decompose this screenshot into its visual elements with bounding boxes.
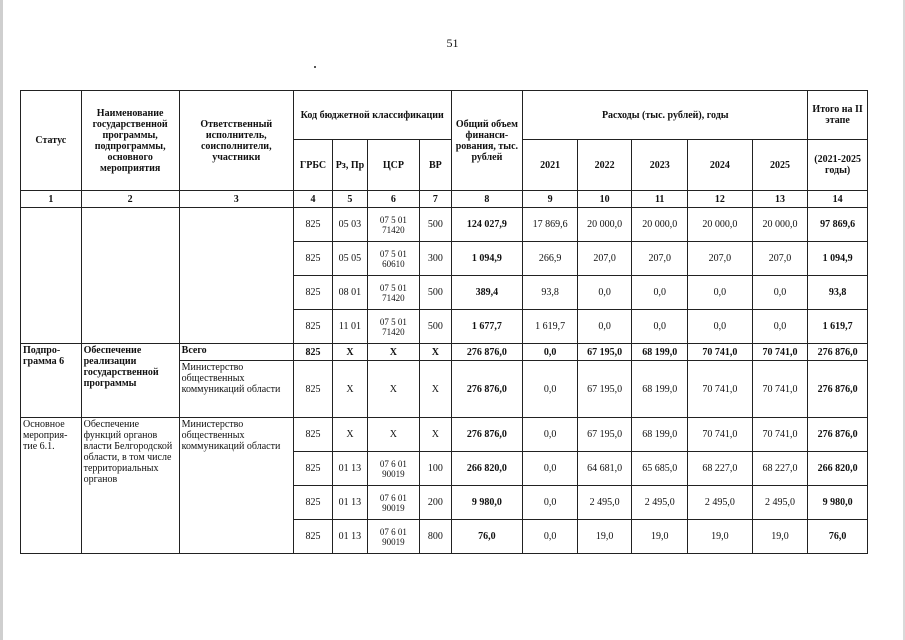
year-cell: 68 199,0 [632,418,688,452]
grbs-cell: 825 [293,486,332,520]
header-responsible: Ответственный исполнитель, соисполнители, участники [179,91,293,191]
col-number: 13 [752,191,808,208]
col-number: 1 [21,191,82,208]
grbs-cell: 825 [293,208,332,242]
total-cell: 266 820,0 [451,452,523,486]
csr-cell: X [367,361,420,418]
itogo-cell: 97 869,6 [808,208,868,242]
vr-cell: 800 [420,520,451,554]
header-row-top [21,91,868,140]
year-cell: 70 741,0 [752,344,808,361]
year-cell: 0,0 [523,361,578,418]
year-cell: 0,0 [523,418,578,452]
csr-cell: 07 5 01 71420 [367,276,420,310]
csr-cell: 07 5 01 60610 [367,242,420,276]
vr-cell: 300 [420,242,451,276]
grbs-cell: 825 [293,242,332,276]
year-cell: 20 000,0 [632,208,688,242]
csr-cell: 07 6 01 90019 [367,520,420,554]
table-row [21,208,868,242]
year-cell: 1 619,7 [523,310,578,344]
header-column-numbers [21,191,868,208]
itogo-cell: 266 820,0 [808,452,868,486]
year-cell: 20 000,0 [752,208,808,242]
year-cell: 266,9 [523,242,578,276]
itogo-cell: 9 980,0 [808,486,868,520]
total-cell: 9 980,0 [451,486,523,520]
year-cell: 0,0 [523,452,578,486]
year-cell: 0,0 [687,310,752,344]
grbs-cell: 825 [293,361,332,418]
rzpr-cell: X [333,418,367,452]
total-cell: 1 677,7 [451,310,523,344]
grbs-cell: 825 [293,276,332,310]
itogo-cell: 276 876,0 [808,418,868,452]
year-cell: 207,0 [752,242,808,276]
year-cell: 0,0 [632,276,688,310]
header-grbs: ГРБС [293,140,332,191]
itogo-cell: 1 619,7 [808,310,868,344]
vr-cell: X [420,418,451,452]
name-cell-empty [81,208,179,344]
year-cell: 2 495,0 [687,486,752,520]
measure-status: Основное мероприя-тие 6.1. [21,418,82,554]
total-cell: 389,4 [451,276,523,310]
year-cell: 0,0 [632,310,688,344]
year-cell: 68 199,0 [632,344,688,361]
grbs-cell: 825 [293,520,332,554]
year-cell: 67 195,0 [577,361,632,418]
rzpr-cell: 01 13 [333,452,367,486]
csr-cell: X [367,418,420,452]
rzpr-cell: 08 01 [333,276,367,310]
vr-cell: 200 [420,486,451,520]
rzpr-cell: 05 03 [333,208,367,242]
vr-cell: 500 [420,208,451,242]
year-cell: 68 199,0 [632,361,688,418]
total-cell: 276 876,0 [451,344,523,361]
year-cell: 0,0 [523,520,578,554]
header-year: 2023 [632,140,688,191]
year-cell: 70 741,0 [687,344,752,361]
year-cell: 0,0 [577,276,632,310]
itogo-cell: 276 876,0 [808,361,868,418]
header-year: 2022 [577,140,632,191]
col-number: 12 [687,191,752,208]
year-cell: 19,0 [632,520,688,554]
grbs-cell: 825 [293,418,332,452]
header-program-name: Наименование государственной программы, подпрограммы, основного мероприятия [81,91,179,191]
total-cell: 276 876,0 [451,361,523,418]
header-itogo: Итого на II этапе [808,91,868,140]
col-number: 5 [333,191,367,208]
col-number: 6 [367,191,420,208]
table-row-subprogram-total [21,344,868,361]
grbs-cell: 825 [293,310,332,344]
rzpr-cell: 11 01 [333,310,367,344]
year-cell: 67 195,0 [577,344,632,361]
header-year: 2025 [752,140,808,191]
header-budget-code: Код бюджетной классификации [293,91,451,140]
header-vr: ВР [420,140,451,191]
responsible-cell: Министерство общественных коммуникаций области [179,418,293,554]
subprogram-name: Обеспечение реализации государственной программы [81,344,179,418]
header-total: Общий объем финанси-рования, тыс. рублей [451,91,523,191]
itogo-cell: 76,0 [808,520,868,554]
scan-edge-left [0,0,3,640]
rzpr-cell: 05 05 [333,242,367,276]
responsible-cell: Всего [179,344,293,361]
header-itogo-period: (2021-2025 годы) [808,140,868,191]
header-year: 2024 [687,140,752,191]
responsible-cell: Министерство общественных коммуникаций области [179,361,293,418]
rzpr-cell: 01 13 [333,486,367,520]
status-cell-empty [21,208,82,344]
year-cell: 70 741,0 [752,418,808,452]
header-year: 2021 [523,140,578,191]
year-cell: 20 000,0 [577,208,632,242]
year-cell: 2 495,0 [632,486,688,520]
grbs-cell: 825 [293,344,332,361]
year-cell: 17 869,6 [523,208,578,242]
year-cell: 68 227,0 [687,452,752,486]
total-cell: 124 027,9 [451,208,523,242]
year-cell: 207,0 [687,242,752,276]
col-number: 10 [577,191,632,208]
rzpr-cell: X [333,361,367,418]
itogo-cell: 1 094,9 [808,242,868,276]
grbs-cell: 825 [293,452,332,486]
year-cell: 64 681,0 [577,452,632,486]
col-number: 3 [179,191,293,208]
year-cell: 0,0 [523,486,578,520]
itogo-cell: 93,8 [808,276,868,310]
subprogram-status: Подпро-грамма 6 [21,344,82,418]
csr-cell: 07 5 01 71420 [367,208,420,242]
header-status: Статус [21,91,82,191]
year-cell: 67 195,0 [577,418,632,452]
year-cell: 19,0 [752,520,808,554]
year-cell: 65 685,0 [632,452,688,486]
vr-cell: 100 [420,452,451,486]
vr-cell: X [420,344,451,361]
year-cell: 70 741,0 [752,361,808,418]
year-cell: 68 227,0 [752,452,808,486]
vr-cell: 500 [420,276,451,310]
year-cell: 0,0 [752,310,808,344]
year-cell: 0,0 [523,344,578,361]
budget-table [20,90,868,554]
year-cell: 70 741,0 [687,361,752,418]
col-number: 14 [808,191,868,208]
total-cell: 276 876,0 [451,418,523,452]
csr-cell: 07 5 01 71420 [367,310,420,344]
col-number: 11 [632,191,688,208]
year-cell: 20 000,0 [687,208,752,242]
year-cell: 19,0 [577,520,632,554]
responsible-cell-empty [179,208,293,344]
year-cell: 207,0 [632,242,688,276]
col-number: 7 [420,191,451,208]
year-cell: 207,0 [577,242,632,276]
rzpr-cell: X [333,344,367,361]
col-number: 4 [293,191,332,208]
measure-name: Обеспечение функций органов власти Белгородской области, в том числе территориальных органов [81,418,179,554]
header-rzpr: Рз, Пр [333,140,367,191]
year-cell: 93,8 [523,276,578,310]
col-number: 2 [81,191,179,208]
year-cell: 0,0 [687,276,752,310]
total-cell: 76,0 [451,520,523,554]
year-cell: 0,0 [752,276,808,310]
csr-cell: X [367,344,420,361]
col-number: 9 [523,191,578,208]
header-expenses: Расходы (тыс. рублей), годы [523,91,808,140]
year-cell: 0,0 [577,310,632,344]
scan-speck [314,66,316,68]
itogo-cell: 276 876,0 [808,344,868,361]
col-number: 8 [451,191,523,208]
year-cell: 2 495,0 [752,486,808,520]
year-cell: 2 495,0 [577,486,632,520]
header-csr: ЦСР [367,140,420,191]
vr-cell: X [420,361,451,418]
csr-cell: 07 6 01 90019 [367,486,420,520]
table-row [21,418,868,452]
page-number: 51 [446,36,459,50]
total-cell: 1 094,9 [451,242,523,276]
rzpr-cell: 01 13 [333,520,367,554]
year-cell: 19,0 [687,520,752,554]
csr-cell: 07 6 01 90019 [367,452,420,486]
year-cell: 70 741,0 [687,418,752,452]
vr-cell: 500 [420,310,451,344]
